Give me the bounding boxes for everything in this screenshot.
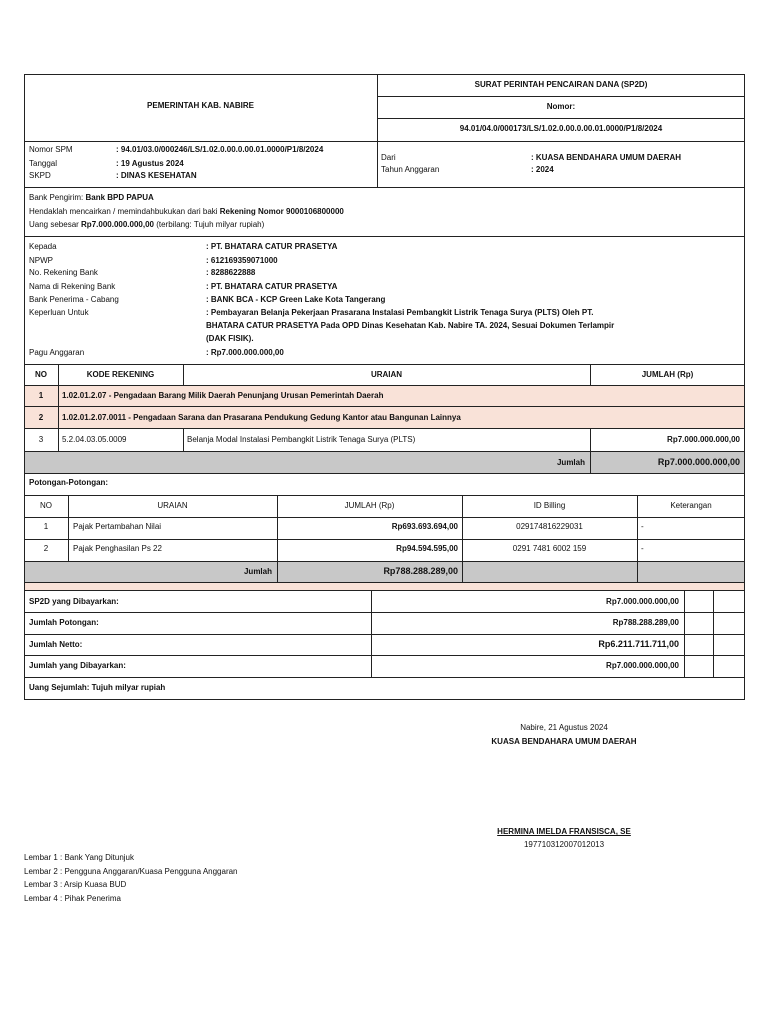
row3-uraian: Belanja Modal Instalasi Pembangkit Listrik Tenaga Surya (PLTS)	[187, 435, 416, 444]
sum-sp2d-value: Rp7.000.000.000,00	[606, 597, 679, 606]
skpd-label: SKPD	[29, 171, 51, 180]
tanggal-label: Tanggal	[29, 159, 58, 168]
potongan-title: Potongan-Potongan:	[29, 478, 109, 487]
row3-jumlah: Rp7.000.000.000,00	[667, 435, 740, 444]
nomor-label: Nomor:	[546, 102, 576, 111]
nomor-value: 94.01/04.0/000173/LS/1.02.0.00.0.00.01.0000/P1/8/2024	[459, 124, 663, 133]
rekening-nomor: Rekening Nomor 9000106800000	[219, 207, 344, 216]
col-jumlah: JUMLAH (Rp)	[641, 370, 694, 379]
recipient-label: Keperluan Untuk	[29, 308, 89, 317]
col-no: NO	[35, 370, 47, 379]
recipient-label: Pagu Anggaran	[29, 348, 85, 357]
pot-row1-uraian: Pajak Pertambahan Nilai	[73, 522, 162, 531]
recipient-label: No. Rekening Bank	[29, 268, 98, 277]
sign-role: KUASA BENDAHARA UMUM DAERAH	[491, 737, 637, 746]
col-uraian: URAIAN	[370, 370, 403, 379]
amount-terbilang: (terbilang: Tujuh milyar rupiah)	[153, 220, 265, 229]
pot-row1-no: 1	[43, 522, 49, 531]
sign-place-date: Nabire, 21 Agustus 2024	[520, 723, 608, 732]
pot-col-ket: Keterangan	[670, 501, 712, 510]
pot-row2-jumlah: Rp94.594.595,00	[396, 544, 458, 553]
amount-prefix: Uang sebesar	[29, 220, 82, 229]
bank-instruction	[29, 207, 344, 217]
pot-spacer	[25, 583, 744, 590]
dari-value: : KUASA BENDAHARA UMUM DAERAH	[531, 153, 682, 162]
main-total-label: Jumlah	[556, 458, 585, 467]
tahun-value: : 2024	[531, 165, 554, 174]
dari-label: Dari	[381, 153, 396, 162]
pot-row2-ket: -	[641, 544, 644, 553]
row2-no: 2	[38, 413, 44, 422]
pot-row1-ket: -	[641, 522, 644, 531]
pot-row2-no: 2	[43, 544, 49, 553]
pot-row1-jumlah: Rp693.693.694,00	[391, 522, 458, 531]
recipient-value: : PT. BHATARA CATUR PRASETYA	[206, 282, 338, 291]
sum-potongan-label: Jumlah Potongan:	[29, 618, 99, 627]
row1-text: 1.02.01.2.07 - Pengadaan Barang Milik Daerah Penunjang Urusan Pemerintah Daerah	[62, 391, 384, 400]
amount-value: Rp7.000.000.000,00	[81, 220, 154, 229]
issuer-name: PEMERINTAH KAB. NABIRE	[147, 101, 254, 110]
sum-netto-label: Jumlah Netto:	[29, 640, 83, 649]
lembar-2: Lembar 2 : Pengguna Anggaran/Kuasa Pengguna Anggaran	[24, 867, 238, 876]
pot-col-uraian: URAIAN	[157, 501, 188, 510]
recipient-value: (DAK FISIK).	[206, 334, 254, 343]
recipient-value: : Rp7.000.000.000,00	[206, 348, 284, 357]
pot-total-label: Jumlah	[243, 567, 272, 576]
skpd-value: : DINAS KESEHATAN	[116, 171, 197, 180]
bank-instruction-text: Hendaklah mencairkan / memindahbukukan dari baki	[29, 207, 220, 216]
row3-no: 3	[38, 435, 44, 444]
col-kode: KODE REKENING	[86, 370, 155, 379]
doc-title: SURAT PERINTAH PENCAIRAN DANA (SP2D)	[474, 80, 648, 89]
row3-kode: 5.2.04.03.05.0009	[62, 435, 127, 444]
recipient-label: Kepada	[29, 242, 57, 251]
recipient-label: Bank Penerima - Cabang	[29, 295, 119, 304]
recipient-label: NPWP	[29, 256, 53, 265]
sum-potongan-value: Rp788.288.289,00	[612, 618, 679, 627]
recipient-value: : Pembayaran Belanja Pekerjaan Prasarana Instalasi Pembangkit Listrik Tenaga Surya (PLTS) Oleh PT.	[206, 308, 594, 317]
pot-col-billing: ID Billing	[533, 501, 566, 510]
recipient-label: Nama di Rekening Bank	[29, 282, 116, 291]
recipient-value: BHATARA CATUR PRASETYA Pada OPD Dinas Kesehatan Kab. Nabire TA. 2024, Sesuai Dokumen Terlampir	[206, 321, 615, 330]
sum-dibayarkan-label: Jumlah yang Dibayarkan:	[29, 661, 126, 670]
recipient-value: : 612169359071000	[206, 256, 278, 265]
recipient-value: : BANK BCA - KCP Green Lake Kota Tangerang	[206, 295, 386, 304]
pot-total-value: Rp788.288.289,00	[383, 566, 458, 576]
tanggal-value: : 19 Agustus 2024	[116, 159, 184, 168]
lembar-3: Lembar 3 : Arsip Kuasa BUD	[24, 880, 127, 889]
main-total-value: Rp7.000.000.000,00	[657, 457, 740, 467]
pot-row2-uraian: Pajak Penghasilan Ps 22	[73, 544, 162, 553]
uang-sejumlah: Uang Sejumlah: Tujuh milyar rupiah	[29, 683, 166, 692]
nomor-spm-value: : 94.01/03.0/000246/LS/1.02.0.00.0.00.01.0000/P1/8/2024	[116, 145, 324, 154]
recipient-value: : 8288622888	[206, 268, 256, 277]
sum-sp2d-label: SP2D yang Dibayarkan:	[29, 597, 119, 606]
pot-col-no: NO	[40, 501, 52, 510]
tahun-label: Tahun Anggaran	[381, 165, 440, 174]
row2-text: 1.02.01.2.07.0011 - Pengadaan Sarana dan Prasarana Pendukung Gedung Kantor atau Bangunan Lainnya	[62, 413, 461, 422]
lembar-4: Lembar 4 : Pihak Penerima	[24, 894, 121, 903]
nomor-spm-label: Nomor SPM	[29, 145, 73, 154]
bank-pengirim-value: Bank BPD PAPUA	[85, 193, 154, 202]
pot-row1-billing: 029174816229031	[516, 522, 583, 531]
lembar-1: Lembar 1 : Bank Yang Ditunjuk	[24, 853, 134, 862]
sum-dibayarkan-value: Rp7.000.000.000,00	[606, 661, 679, 670]
recipient-value: : PT. BHATARA CATUR PRASETYA	[206, 242, 338, 251]
bank-pengirim-label: Bank Pengirim:	[29, 193, 84, 202]
sum-netto-value: Rp6.211.711.711,00	[598, 639, 679, 649]
pot-row2-billing: 0291 7481 6002 159	[512, 544, 587, 553]
sign-nip: 197710312007012013	[523, 840, 605, 849]
bank-pengirim	[29, 193, 154, 203]
sign-name: HERMINA IMELDA FRANSISCA, SE	[497, 827, 631, 836]
pot-col-jumlah: JUMLAH (Rp)	[344, 501, 395, 510]
row1-no: 1	[38, 391, 44, 400]
bank-amount	[29, 220, 264, 230]
